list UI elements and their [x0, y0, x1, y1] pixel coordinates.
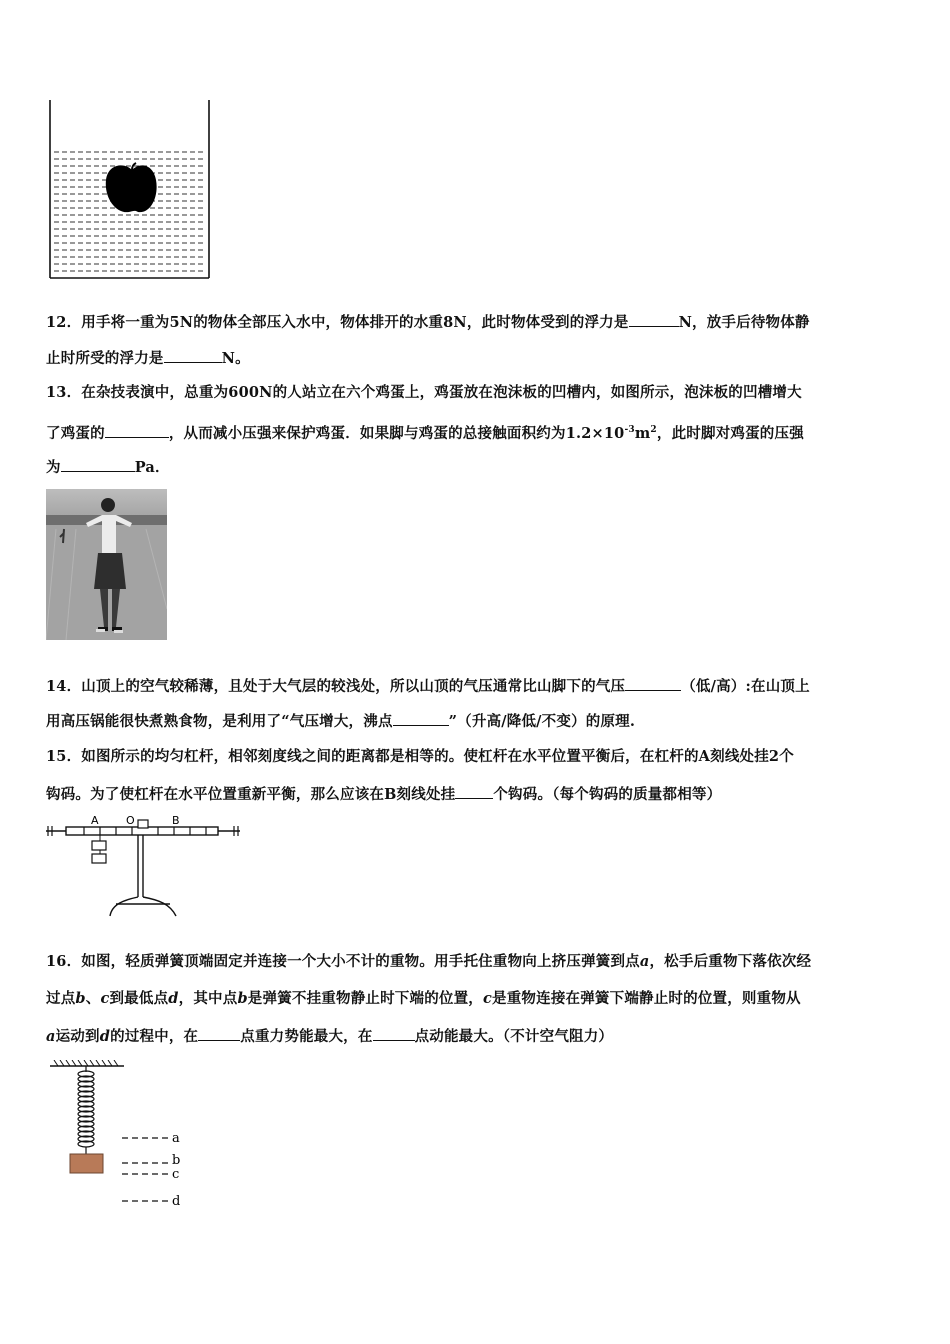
q16-text-2e: 是重物连接在弹簧下端静止时的位置，则重物从: [492, 990, 801, 1007]
spring-label-c: c: [172, 1167, 180, 1182]
q16-var-c: c: [100, 990, 110, 1007]
q16-blank-2: [373, 1026, 415, 1041]
q16-text-1b: ，松手后重物下落依次经: [649, 953, 812, 970]
spring-coil: [78, 1066, 94, 1154]
q16-line-2: [46, 989, 801, 1009]
q13-exponent: -3: [624, 425, 635, 435]
q16-var-a: a: [639, 953, 650, 970]
q12-line-2: [46, 348, 250, 369]
q15-blank-1: [455, 784, 493, 799]
q13-text-2a: 了鸡蛋的: [46, 424, 105, 442]
q15-line-1: [46, 747, 794, 767]
q16-var-d: d: [168, 990, 179, 1007]
spring-label-a: a: [172, 1131, 180, 1146]
q12-text-2-end: N。: [221, 350, 250, 367]
q14-line-2: [46, 711, 635, 732]
q16-line-3: [46, 1026, 613, 1047]
q16-text-3a: 运动到: [55, 1028, 100, 1045]
spring-label-d: d: [172, 1194, 181, 1209]
q13-unit-m: m: [634, 424, 651, 442]
q14-text-2a: 用高压锅能很快煮熟食物，是利用了“气压增大，沸点: [46, 713, 393, 730]
q14-line-1: [46, 676, 810, 697]
q16-var-b-2: b: [237, 990, 248, 1007]
q13-square: 2: [650, 425, 657, 435]
q16-text-3b: 的过程中，在: [110, 1028, 199, 1045]
q16-separator: 、: [85, 990, 101, 1007]
q13-text-3a: 为: [46, 459, 61, 476]
q13-line-1: [46, 383, 802, 403]
q14-text-1a: 14．山顶上的空气较稀薄，且处于大气层的较浅处，所以山顶的气压通常比山脚下的气压: [46, 678, 626, 695]
q15-text-2a: 钩码。为了使杠杆在水平位置重新平衡，那么应该在B刻线处挂: [46, 786, 456, 803]
container-apple-figure: [44, 96, 214, 282]
apple-icon: [106, 163, 157, 212]
acrobat-photo: [46, 489, 167, 640]
q13-text-2b: ，从而减小压强来保护鸡蛋．如果脚与鸡蛋的总接触面积约为1.2×10: [168, 424, 625, 442]
q14-blank-2: [393, 711, 449, 726]
q12-line-1: [46, 312, 810, 333]
q13-blank-2: [61, 457, 135, 472]
q15-text-1: 15．如图所示的均匀杠杆，相邻刻度线之间的距离都是相等的。使杠杆在水平位置平衡后，在杠杆的A刻线处挂2个: [46, 748, 794, 765]
lever-label-b: B: [172, 814, 180, 827]
q16-var-d-2: d: [99, 1028, 111, 1045]
q13-text-2d: ，此时脚对鸡蛋的压强: [656, 424, 804, 442]
q13-blank-1: [105, 423, 169, 438]
q13-line-2: [46, 420, 804, 444]
lever-label-o: O: [126, 814, 135, 827]
spring-label-b: b: [172, 1153, 181, 1168]
q16-blank-1: [198, 1026, 240, 1041]
q13-line-3: [46, 457, 170, 478]
q14-blank-1: [625, 676, 681, 691]
q12-blank-1: [629, 312, 679, 327]
q12-text-1: 12．用手将一重为5N的物体全部压入水中，物体排开的水重8N，此时物体受到的浮力是: [46, 314, 629, 331]
q14-text-1b: （低/高）:在山顶上: [681, 678, 810, 695]
q15-line-2: [46, 784, 721, 805]
q16-var-a-2: a: [46, 1028, 56, 1045]
q16-var-c-2: c: [483, 990, 493, 1007]
lever-label-a: A: [91, 814, 99, 827]
q16-text-2c: ，其中点: [178, 990, 238, 1007]
q14-text-2b: ”（升高/降低/不变）的原理.: [448, 713, 636, 730]
q16-text-3c: 点重力势能最大，在: [240, 1028, 373, 1045]
q16-text-2d: 是弹簧不挂重物静止时下端的位置，: [247, 990, 483, 1007]
spring-figure: [46, 1060, 196, 1210]
q12-text-1-end: N，放手后待物体静: [678, 314, 810, 331]
q16-text-2b: 到最低点: [109, 990, 169, 1007]
q16-var-b: b: [75, 990, 86, 1007]
q12-blank-2: [164, 348, 222, 363]
q12-text-2: 止时所受的浮力是: [46, 350, 164, 367]
q16-line-1: [46, 952, 811, 972]
q15-text-2b: 个钩码。（每个钩码的质量都相等）: [493, 786, 722, 803]
q13-text-1: 13．在杂技表演中，总重为600N的人站立在六个鸡蛋上，鸡蛋放在泡沫板的凹槽内，如图所示，泡沫板的凹槽增大: [46, 384, 802, 401]
q16-text-3d: 点动能最大。（不计空气阻力）: [414, 1028, 614, 1045]
q13-text-3b: Pa．: [134, 459, 170, 476]
q16-text-2a: 过点: [46, 990, 76, 1007]
weight-block: [70, 1154, 103, 1173]
q16-text-1a: 16．如图，轻质弹簧顶端固定并连接一个大小不计的重物。用手托住重物向上挤压弹簧到点: [46, 953, 640, 970]
lever-figure: [44, 812, 244, 918]
